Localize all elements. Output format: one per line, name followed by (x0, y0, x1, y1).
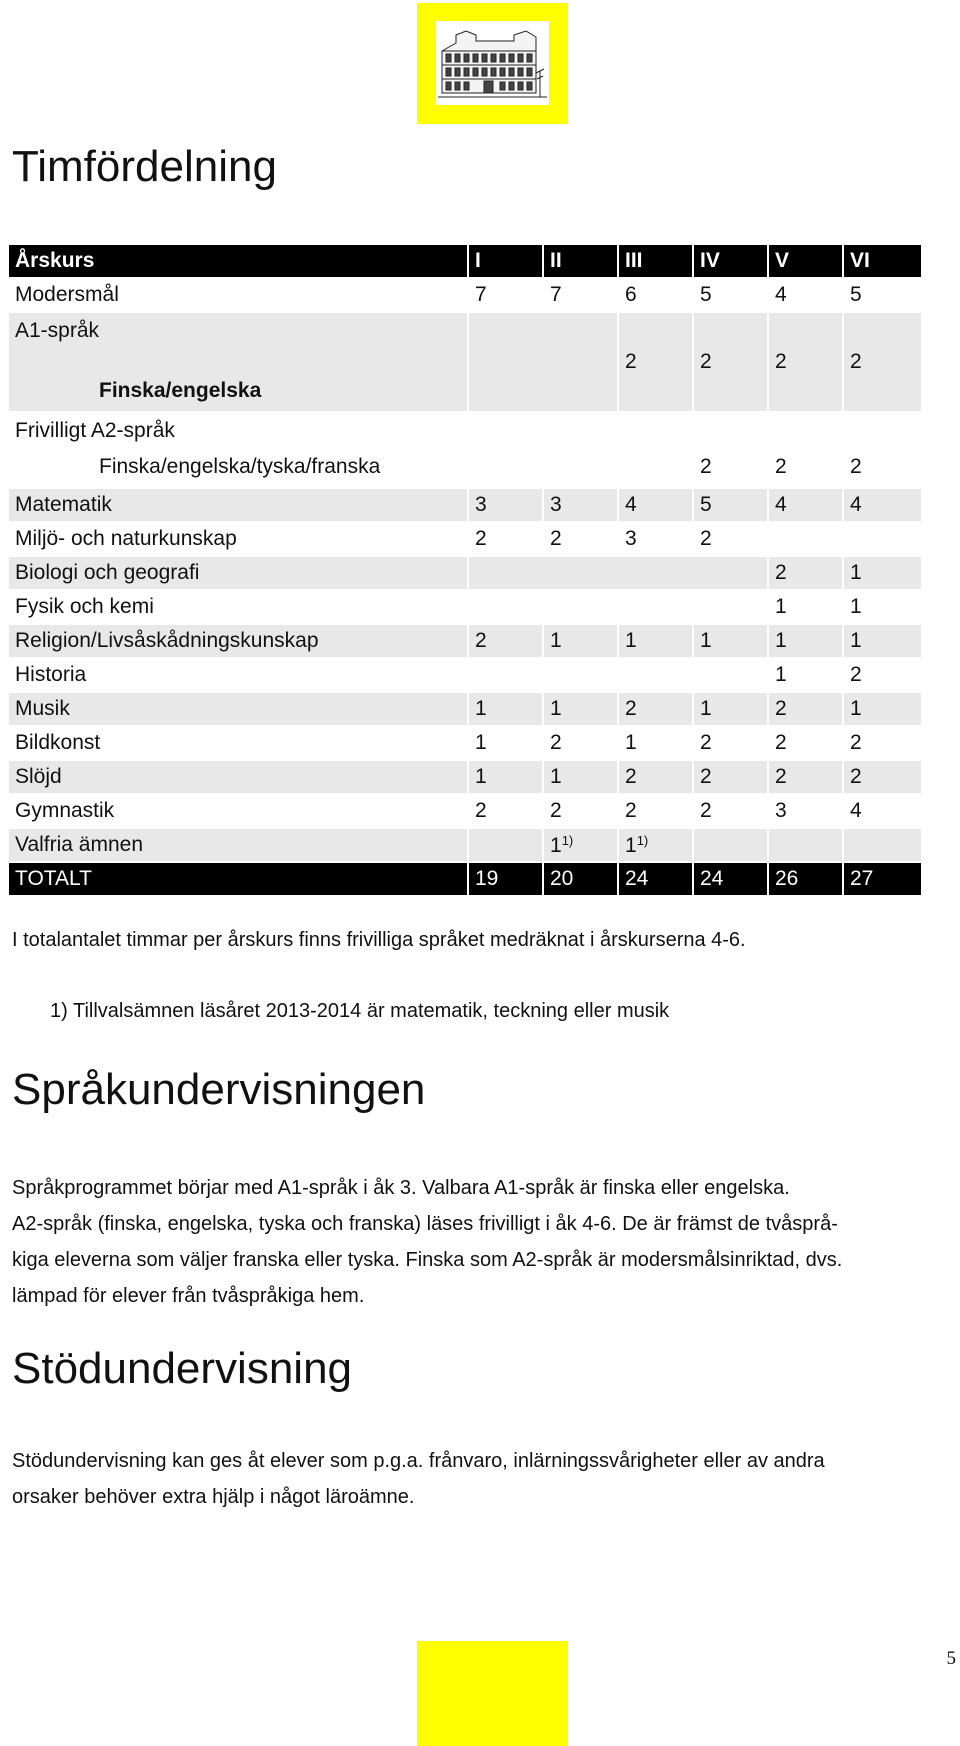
subject-cell: Matematik (8, 488, 468, 522)
value-cell: 2 (768, 726, 843, 760)
subject-cell: Musik (8, 692, 468, 726)
value-cell: 2 (843, 658, 922, 692)
value-cell: 3 (618, 522, 693, 556)
value-cell: 2 (618, 692, 693, 726)
subject-cell (8, 412, 468, 488)
footnote-marker: 1) (636, 832, 649, 848)
table-row (8, 488, 922, 522)
value-cell (768, 522, 922, 556)
value-cell: 4 (843, 794, 922, 828)
value-cell: 2 (543, 726, 618, 760)
subject-sublabel: Finska/engelska/tyska/franska (99, 455, 381, 478)
value-cell: 5 (693, 488, 768, 522)
value-cell (618, 828, 693, 862)
table-row (8, 556, 922, 590)
value-cell: 1 (843, 692, 922, 726)
value-text: 1 (625, 833, 637, 857)
page-number: 5 (946, 1648, 956, 1669)
total-value: 19 (468, 862, 543, 896)
value-cell: 1 (693, 692, 768, 726)
subject-cell: Biologi och geografi (8, 556, 468, 590)
school-logo (417, 3, 568, 124)
subject-label: A1-språk (15, 319, 100, 342)
header-grade-1: I (468, 244, 543, 278)
sprakundervisningen-paragraph (12, 1170, 960, 1314)
subject-cell: Historia (8, 658, 468, 692)
table-row (8, 658, 922, 692)
value-cell: 2 (618, 794, 693, 828)
value-cell: 2 (618, 312, 693, 412)
value-cell: 3 (768, 794, 843, 828)
value-cell: 1 (543, 760, 618, 794)
value-cell: 2 (693, 726, 768, 760)
total-value: 24 (693, 862, 768, 896)
subject-cell: Valfria ämnen (8, 828, 468, 862)
value-cell: 2 (843, 760, 922, 794)
subject-cell: Fysik och kemi (8, 590, 468, 624)
footer-yellow-box (417, 1641, 568, 1746)
value-cell: 1 (468, 692, 543, 726)
value-cell: 2 (768, 412, 843, 488)
subject-cell: Modersmål (8, 278, 468, 312)
stodundervisning-paragraph (12, 1443, 960, 1515)
table-row (8, 278, 922, 312)
value-cell: 2 (768, 692, 843, 726)
value-cell: 4 (618, 488, 693, 522)
table-row (8, 412, 922, 488)
total-value: 20 (543, 862, 618, 896)
table-row (8, 794, 922, 828)
value-cell: 2 (468, 522, 543, 556)
value-cell (468, 556, 768, 590)
subject-cell: Religion/Livsåskådningskunskap (8, 624, 468, 658)
table-row (8, 522, 922, 556)
table-total-row (8, 862, 922, 896)
value-cell: 1 (468, 726, 543, 760)
total-label: TOTALT (8, 862, 468, 896)
value-cell: 2 (843, 412, 922, 488)
total-value: 26 (768, 862, 843, 896)
value-cell: 3 (468, 488, 543, 522)
table-row (8, 312, 922, 412)
value-cell: 2 (693, 522, 768, 556)
value-cell: 1 (843, 590, 922, 624)
value-cell: 2 (843, 726, 922, 760)
header-grade-2: II (543, 244, 618, 278)
heading-sprakundervisningen: Språkundervisningen (12, 1065, 426, 1114)
paragraph-line: kiga eleverna som väljer franska eller tyska. Finska som A2-språk är modersmålsinriktad, dvs. (12, 1249, 843, 1271)
value-cell: 7 (543, 278, 618, 312)
header-grade-6: VI (843, 244, 922, 278)
value-cell: 1 (768, 658, 843, 692)
value-cell (468, 658, 768, 692)
subject-label: Frivilligt A2-språk (15, 419, 175, 442)
value-cell (843, 828, 922, 862)
value-cell: 2 (768, 760, 843, 794)
value-cell: 1 (618, 726, 693, 760)
value-cell: 3 (543, 488, 618, 522)
hours-distribution-table (7, 243, 923, 897)
heading-stodundervisning: Stödundervisning (12, 1344, 353, 1393)
value-cell: 2 (693, 312, 768, 412)
footnote-marker: 1) (561, 832, 574, 848)
value-cell: 2 (543, 522, 618, 556)
table-footnote: 1) Tillvalsämnen läsåret 2013-2014 är matematik, teckning eller musik (50, 1000, 670, 1022)
value-cell: 1 (543, 624, 618, 658)
paragraph-line: A2-språk (finska, engelska, tyska och franska) läses frivilligt i åk 4-6. De är främst de tvåsprå- (12, 1213, 838, 1235)
value-cell: 6 (618, 278, 693, 312)
value-cell: 2 (468, 794, 543, 828)
value-cell: 1 (843, 624, 922, 658)
value-cell: 1 (543, 692, 618, 726)
header-grade-4: IV (693, 244, 768, 278)
value-cell: 4 (768, 278, 843, 312)
school-building-drawing (436, 21, 549, 105)
heading-timfordelning: Timfördelning (12, 142, 277, 191)
value-cell (693, 828, 768, 862)
subject-cell: Gymnastik (8, 794, 468, 828)
table-row (8, 726, 922, 760)
subject-cell: Slöjd (8, 760, 468, 794)
value-cell: 1 (468, 760, 543, 794)
value-cell: 2 (693, 794, 768, 828)
value-cell: 1 (768, 590, 843, 624)
value-cell (768, 828, 843, 862)
value-cell: 2 (543, 794, 618, 828)
value-cell: 4 (843, 488, 922, 522)
header-arskurs: Årskurs (8, 244, 468, 278)
value-cell (468, 412, 693, 488)
value-cell: 2 (693, 760, 768, 794)
value-cell: 2 (768, 312, 843, 412)
value-cell: 1 (768, 624, 843, 658)
value-cell: 2 (468, 624, 543, 658)
subject-cell: Bildkonst (8, 726, 468, 760)
value-cell: 2 (768, 556, 843, 590)
table-row (8, 760, 922, 794)
value-cell: 2 (843, 312, 922, 412)
table-header-row (8, 244, 922, 278)
value-cell: 1 (843, 556, 922, 590)
value-cell: 4 (768, 488, 843, 522)
value-cell: 5 (843, 278, 922, 312)
header-grade-5: V (768, 244, 843, 278)
table-row (8, 590, 922, 624)
table-row (8, 828, 922, 862)
value-cell (468, 590, 768, 624)
value-cell (468, 828, 543, 862)
total-value: 24 (618, 862, 693, 896)
value-cell: 5 (693, 278, 768, 312)
header-grade-3: III (618, 244, 693, 278)
value-cell (543, 828, 618, 862)
paragraph-line: orsaker behöver extra hjälp i något läroämne. (12, 1486, 415, 1508)
value-cell (468, 312, 618, 412)
table-row (8, 692, 922, 726)
value-cell: 2 (693, 412, 768, 488)
value-cell: 1 (618, 624, 693, 658)
table-row (8, 624, 922, 658)
paragraph-line: lämpad för elever från tvåspråkiga hem. (12, 1285, 365, 1307)
value-cell: 1 (693, 624, 768, 658)
paragraph-line: Stödundervisning kan ges åt elever som p.g.a. frånvaro, inlärningssvårigheter eller av andra (12, 1450, 825, 1472)
table-note: I totalantalet timmar per årskurs finns frivilliga språket medräknat i årskurserna 4-6. (12, 929, 746, 951)
value-cell: 7 (468, 278, 543, 312)
subject-sublabel: Finska/engelska (99, 379, 262, 402)
total-value: 27 (843, 862, 922, 896)
value-cell: 2 (618, 760, 693, 794)
subject-cell: Miljö- och naturkunskap (8, 522, 468, 556)
subject-cell (8, 312, 468, 412)
value-text: 1 (550, 833, 562, 857)
paragraph-line: Språkprogrammet börjar med A1-språk i åk 3. Valbara A1-språk är finska eller engelska. (12, 1177, 790, 1199)
